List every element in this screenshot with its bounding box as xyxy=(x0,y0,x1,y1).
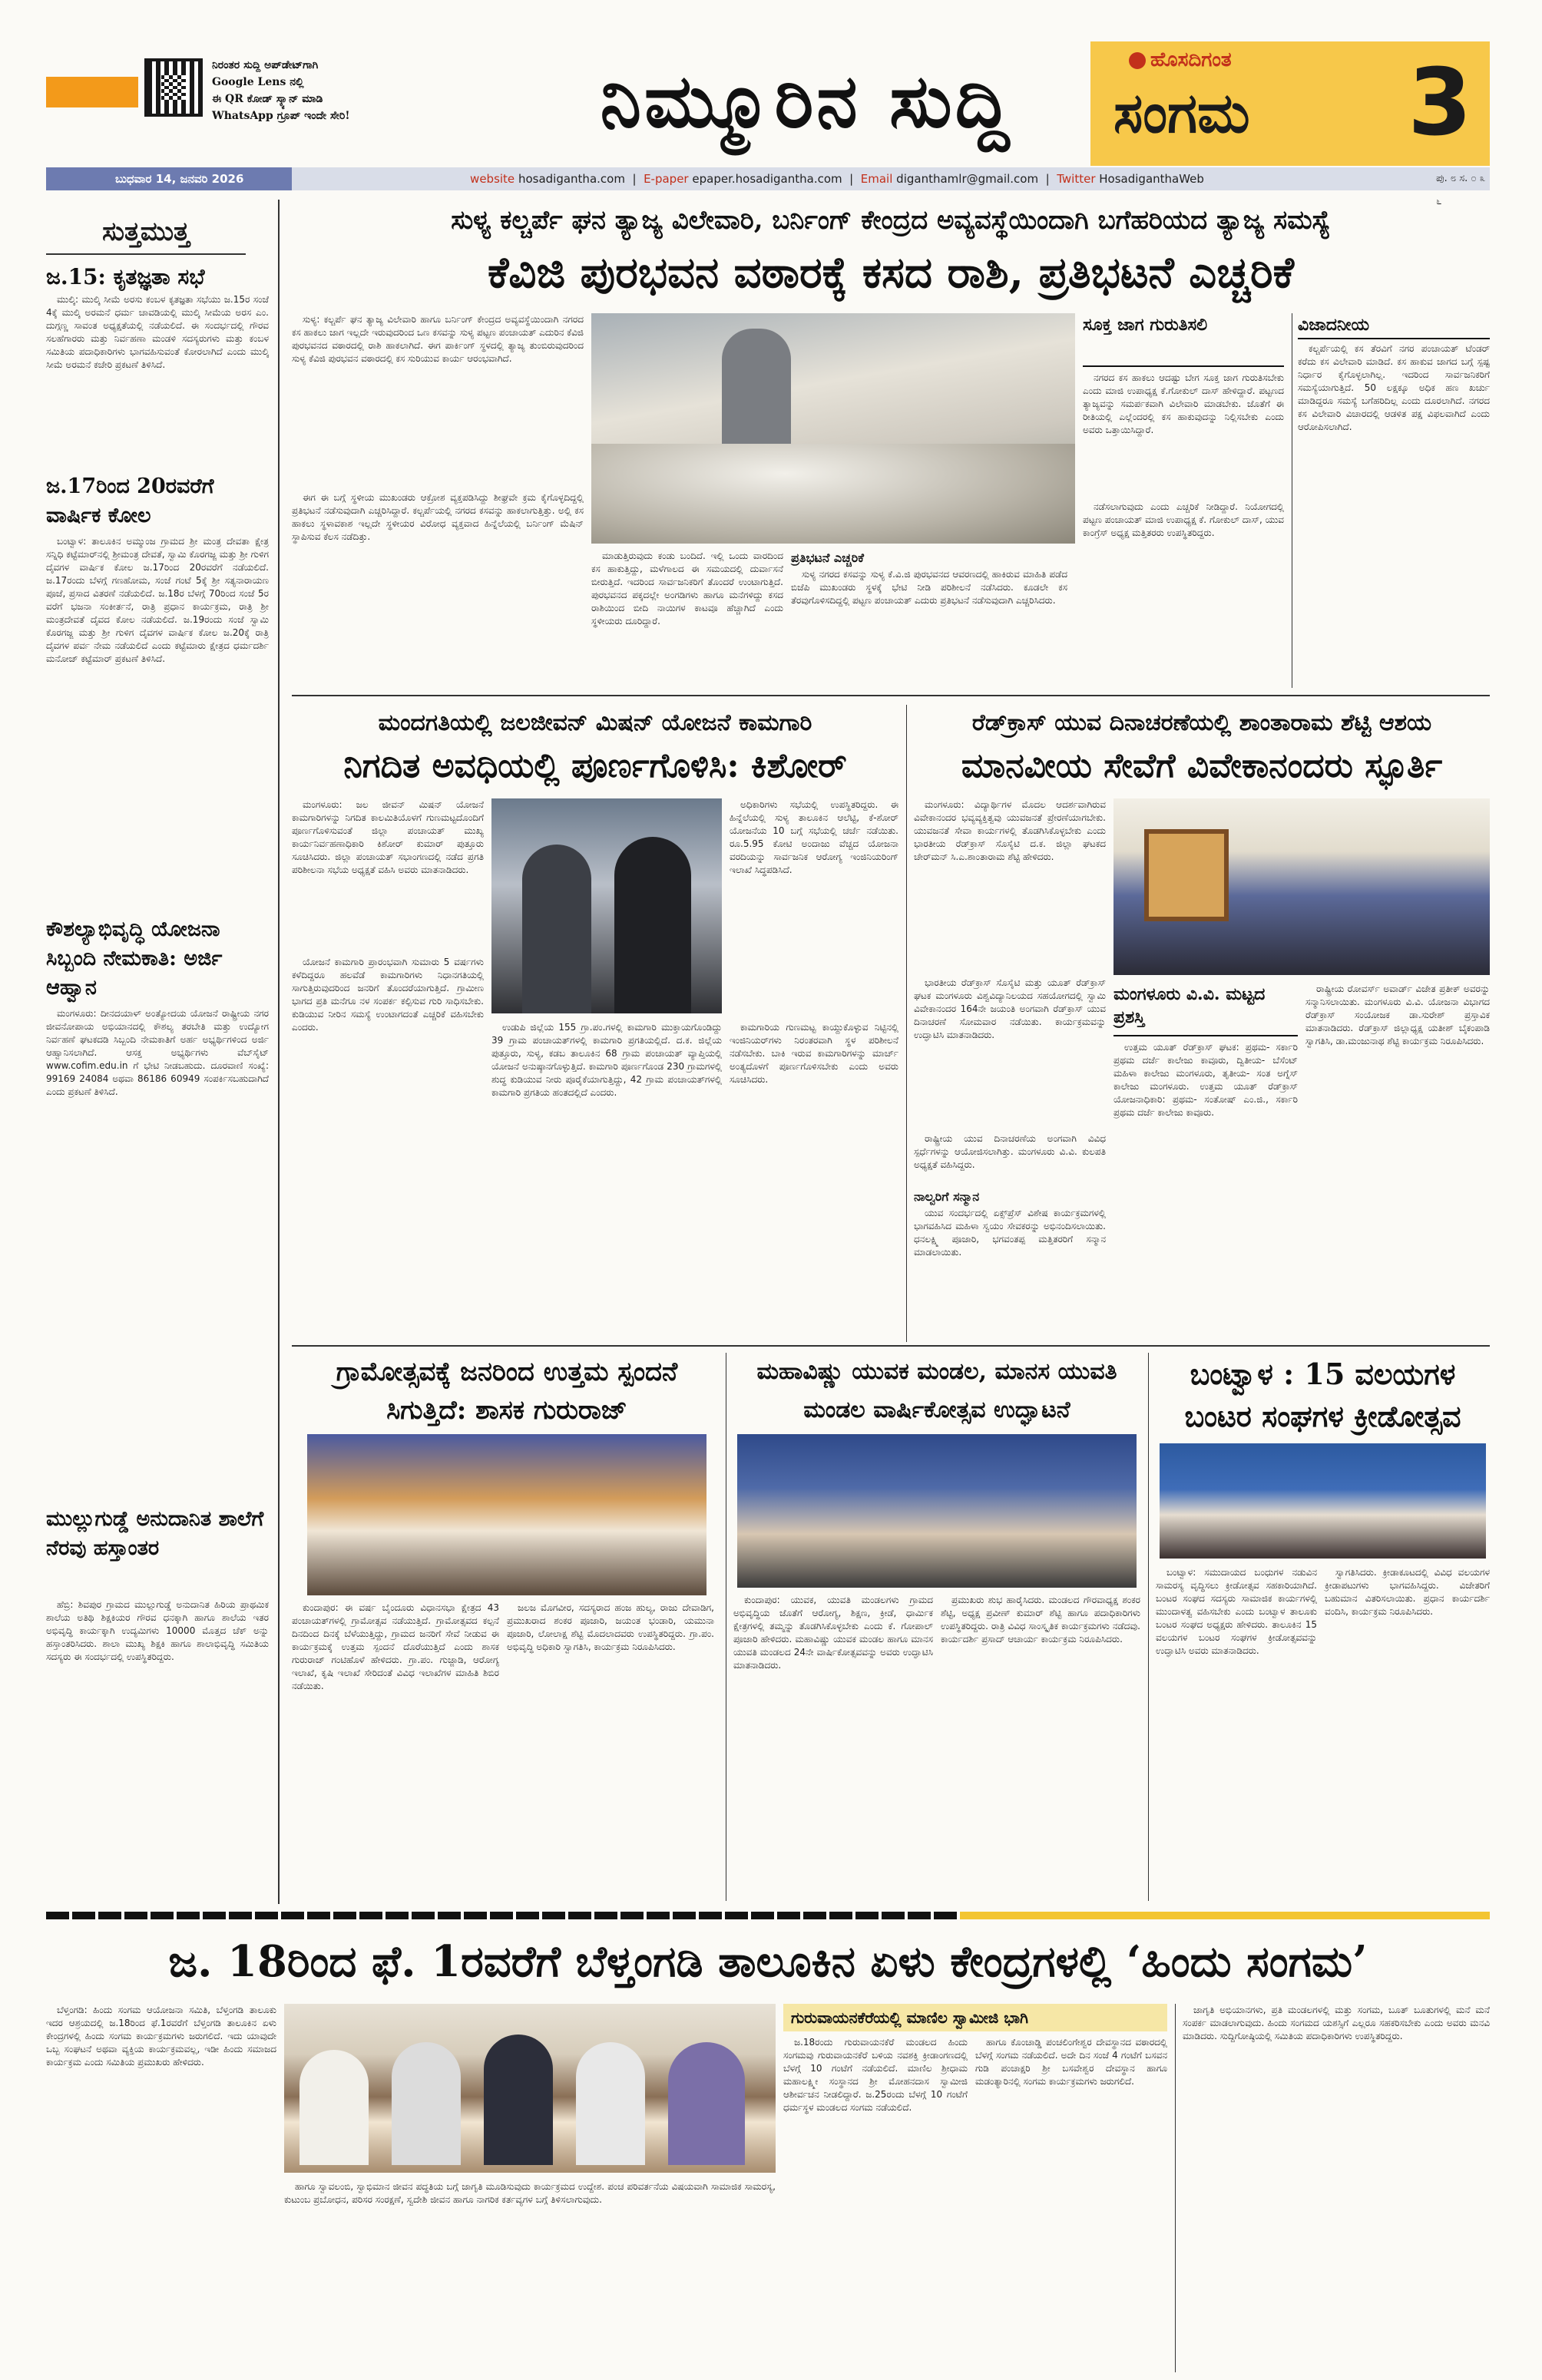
side-box-body xyxy=(1083,372,1284,494)
opinion-body xyxy=(1298,342,1490,688)
opinion-header xyxy=(1298,313,1490,339)
website-link[interactable]: hosadigantha.com xyxy=(518,172,625,186)
brief-2-header xyxy=(46,472,269,534)
brief-4-header xyxy=(46,1505,269,1597)
bantwal-headline: ಬಂಟ್ವಾಳ : 15 ವಲಯಗಳ ಬಂಟರ ಸಂಘಗಳ ಕ್ರೀಡೋತ್ಸವ xyxy=(1184,1357,1461,1433)
jjm-body-2 xyxy=(292,956,484,1340)
jjm-body-4 xyxy=(730,798,898,1013)
bantwal-body-2 xyxy=(1325,1566,1490,1901)
gramotsava-headline: ಗ್ರಾಮೋತ್ಸವಕ್ಕೆ ಜನರಿಂದ ಉತ್ತಮ ಸ್ಪಂದನೆ ಸಿಗುತ್ತಿದೆ: ಶಾಸಕ ಗುರುರಾಜ್ xyxy=(336,1357,678,1426)
brief-2-body xyxy=(46,535,269,911)
qr-code-icon[interactable] xyxy=(144,58,203,117)
redcross-text: ಮಂಗಳೂರು: ವಿದ್ಯಾರ್ಥಿಗಳ ಮೊದಲ ಆದರ್ಶವಾಗಿರುವ ವಿವೇಕಾನಂದರ ಭವ್ಯವ್ಯಕ್ತಿತ್ವವು ಯುವಜನತೆ ಪ್ರೇರಣೆಯಾಗಬೇಕು. ಯುವಜನತೆ ಸೇವಾ ಕಾರ್ಯಗಳಲ್ಲಿ ತೊಡಗಿಸಿಕೊಳ್ಳಬೇಕು ಎಂದು ಭಾರತೀಯ ರೆಡ್‌ಕ್ರಾಸ್ ಸೊಸೈಟಿ ದ.ಕ. ಜಿಲ್ಲಾ ಘಟಕದ ಚೇರ್‌ಮನ್ ಸಿ.ಎ.ಶಾಂತಾರಾಮ ಶೆಟ್ಟಿ ಹೇಳಿದರು. xyxy=(914,799,1106,862)
jjm-text: ಉಡುಪಿ ಜಿಲ್ಲೆಯ 155 ಗ್ರಾ.ಪಂ.ಗಳಲ್ಲಿ ಕಾಮಗಾರಿ ಮುಕ್ತಾಯಗೊಂಡಿದ್ದು 39 ಗ್ರಾಮ ಪಂಚಾಯತ್‌ಗಳಲ್ಲಿ ಕಾಮಗಾರಿ ಪ್ರಗತಿಯಲ್ಲಿದೆ. ದ.ಕ. ಜಿಲ್ಲೆಯ ಪುತ್ತೂರು, ಸುಳ್ಯ, ಕಡಬ ತಾಲೂಕಿನ 68 ಗ್ರಾಮ ಪಂಚಾಯತ್ ವ್ಯಾಪ್ತಿಯಲ್ಲಿ ಯೋಜನೆ ಅನುಷ್ಠಾನಗೊಳ್ಳುತ್ತಿದೆ. ಕಾಮಗಾರಿ ಪೂರ್ಣಗೊಂಡ 230 ಗ್ರಾಮಗಳಲ್ಲಿ ಶುದ್ಧ ಕುಡಿಯುವ ನೀರು ಪೂರೈಕೆಯಾಗುತ್ತಿದ್ದು, 42 ಗ್ರಾಮ ಪಂಚಾಯತ್‌ಗಳಲ್ಲಿ ಕಾಮಗಾರಿ ಪ್ರಗತಿಯ ಹಂತದಲ್ಲಿದೆ ಎಂದರು. xyxy=(491,1022,722,1098)
sangama-box-header xyxy=(783,2004,1167,2031)
gramotsava-photo xyxy=(307,1434,706,1595)
jjm-text: ಯೋಜನೆ ಕಾಮಗಾರಿ ಪ್ರಾರಂಭವಾಗಿ ಸುಮಾರು 5 ವರ್ಷಗಳು ಕಳೆದಿದ್ದರೂ ಹಲವೆಡೆ ಕಾಮಗಾರಿಗಳು ನಿಧಾನಗತಿಯಲ್ಲಿ ಸಾಗುತ್ತಿರುವುದರಿಂದ ಜನರಿಗೆ ತೊಂದರೆಯಾಗುತ್ತಿದೆ. ಗ್ರಾಮೀಣ ಭಾಗದ ಪ್ರತಿ ಮನೆಗೂ ನಳ ಸಂಪರ್ಕ ಕಲ್ಪಿಸುವ ಗುರಿ ಸಾಧಿಸಬೇಕು. ಕುಡಿಯುವ ನೀರಿನ ಸಮಸ್ಯೆ ಉಂಟಾಗದಂತೆ ಎಚ್ಚರಿಕೆ ವಹಿಸಬೇಕು ಎಂದರು. xyxy=(292,957,484,1033)
redcross-text: ಭಾರತೀಯ ರೆಡ್‌ಕ್ರಾಸ್ ಸೊಸೈಟಿ ಮತ್ತು ಯೂತ್ ರೆಡ್‌ಕ್ರಾಸ್ ಘಟಕ ಮಂಗಳೂರು ವಿಶ್ವವಿದ್ಯಾನಿಲಯದ ಸಹಯೋಗದಲ್ಲಿ ಸ್ವಾಮಿ ವಿವೇಕಾನಂದರ 164ನೇ ಜಯಂತಿ ಅಂಗವಾಗಿ ರೆಡ್‌ಕ್ರಾಸ್ ಯುವ ದಿನಾಚರಣೆ ಸೋಮವಾರ ನಡೆಯಿತು. ಕಾರ್ಯಕ್ರಮವನ್ನು ಉದ್ಘಾಟಿಸಿ ಮಾತನಾಡಿದರು. xyxy=(914,977,1106,1040)
edition-date: ಬುಧವಾರ 14, ಜನವರಿ 2026 xyxy=(46,167,292,190)
qr-caption-line: ಈ QR ಕೋಡ್ ಸ್ಕ್ಯಾನ್ ಮಾಡಿ xyxy=(212,93,323,105)
jjm-body-1 xyxy=(292,798,484,952)
qr-caption-line: Google Lens ನಲ್ಲಿ xyxy=(212,76,304,88)
qr-caption xyxy=(212,57,473,141)
column-divider xyxy=(1175,2004,1176,2372)
twitter-label: Twitter xyxy=(1057,172,1096,186)
sangama-box-body xyxy=(783,2036,968,2372)
sangama-body-1b xyxy=(46,2177,276,2372)
gramotsava-body-1 xyxy=(292,1602,499,1901)
lead-text: ಸುಳ್ಯ: ಕಲ್ಚರ್ಪೆ ಘನ ತ್ಯಾಜ್ಯ ವಿಲೇವಾರಿ ಹಾಗೂ ಬರ್ನಿಂಗ್ ಕೇಂದ್ರದ ಅವ್ಯವಸ್ಥೆಯಿಂದಾಗಿ ನಗರದ ಕಸ ಹಾಕಲು ಜಾಗ ಇಲ್ಲದೇ ಇರುವುದರಿಂದ ಒಣ ಕಸವನ್ನು ಸುಳ್ಯ ಪಟ್ಟಣ ಪಂಚಾಯತ್ ಎದುರಿನ ಕೆವಿಜಿ ಪುರಭವನದ ವಠಾರದಲ್ಲಿ ರಾಶಿ ಹಾಕಲಾಗಿದೆ. ಈಗ ಪಾರ್ಕಿಂಗ್ ಸ್ಥಳದಲ್ಲಿ ತ್ಯಾಜ್ಯ ತುಂಬಿರುವುದರಿಂದ ಸುಳ್ಯ ಕೆವಿಜಿ ಪುರಭವನ ವಠಾರದಲ್ಲಿ ಕಸ ಸುರಿಯುವ ಕಾರ್ಯ ಆರಂಭವಾಗಿದೆ. xyxy=(292,314,584,364)
lead-headline: ಕೆವಿಜಿ ಪುರಭವನ ವಠಾರಕ್ಕೆ ಕಸದ ರಾಶಿ, ಪ್ರತಿಭಟನೆ ಎಚ್ಚರಿಕೆ xyxy=(487,247,1295,298)
redcross-body-2 xyxy=(914,977,1106,1130)
sangama-body-4 xyxy=(1183,2004,1490,2372)
brief-3-headline: ಕೌಶಲ್ಯಾಭಿವೃದ್ಧಿ ಯೋಜನಾ ಸಿಬ್ಬಂದಿ ನೇಮಕಾತಿ: ಅರ್ಜಿ ಆಹ್ವಾನ xyxy=(46,917,223,1000)
side-box-text: ನಗರದ ಕಸ ಹಾಕಲು ಆದಷ್ಟು ಬೇಗ ಸೂಕ್ತ ಜಾಗ ಗುರುತಿಸಬೇಕು ಎಂದು ಮಾಜಿ ಉಪಾಧ್ಯಕ್ಷ ಕೆ.ಗೋಕುಲ್ ದಾಸ್ ಹೇಳಿದ್ದಾರೆ. ಪಟ್ಟಣದ ತ್ಯಾಜ್ಯವನ್ನು ಸಮರ್ಪಕವಾಗಿ ವಿಲೇವಾರಿ ಮಾಡಬೇಕು. ಜೊತೆಗೆ ಈ ರೀತಿಯಲ್ಲಿ ಎಲ್ಲೆಂದರಲ್ಲಿ ಕಸ ಹಾಕುವುದನ್ನು ನಿಲ್ಲಿಸಬೇಕು ಎಂದು ಅವರು ಒತ್ತಾಯಿಸಿದ್ದಾರೆ. xyxy=(1083,372,1284,435)
column-divider xyxy=(278,200,280,1904)
brief-2-text: ಬಂಟ್ವಾಳ: ತಾಲೂಕಿನ ಅಮ್ಮುಂಜ ಗ್ರಾಮದ ಶ್ರೀ ಮಂತ್ರ ದೇವತಾ ಕ್ಷೇತ್ರ ಸನ್ನಿಧಿ ಕಟ್ಟೆಮಾರ್‌ನಲ್ಲಿ ಶ್ರೀಮಂತ್ರ ದೇವತೆ, ಸ್ವಾಮಿ ಕೊರಗಜ್ಜ ಮತ್ತು ಶ್ರೀ ಗುಳಿಗ ದೈವಗಳ ವಾರ್ಷಿಕ ಕೋಲ ಜ.17ರಿಂದ 20ರವರೆಗೆ ನಡೆಯಲಿದೆ. ಜ.17ರಂದು ಬೆಳಗ್ಗೆ ಗಣಹೋಮ, ಸಂಜೆ ಗಂಟೆ 5ಕ್ಕೆ ಶ್ರೀ ಸತ್ಯನಾರಾಯಣ ಪೂಜೆ, ಪ್ರಸಾದ ವಿತರಣೆ ನಡೆಯಲಿದೆ. ಜ.18ರ ಬೆಳಗ್ಗೆ 70ರಿಂದ ಸಂಜೆ 5ರ ವರೆಗೆ ಭಜನಾ ಸಂಕೀರ್ತನೆ, ರಾತ್ರಿ ಪ್ರಧಾನ ಕಾರ್ಯಕ್ರಮ, ರಾತ್ರಿ ಶ್ರೀ ಮಂತ್ರದೇವತೆ ದೈವದ ಕೋಲ ನಡೆಯಲಿದೆ. ಜ.19ರಂದು ಸಂಜೆ ಸ್ವಾಮಿ ಕೊರಗಜ್ಜ ಮತ್ತು ಶ್ರೀ ಗುಳಿಗ ದೈವಗಳ ವಾರ್ಷಿಕ ಕೋಲ ಜ.20ಕ್ಕೆ ರಾತ್ರಿ ದೈವಗಳ ಪರ್ವ ನೇಮ ನಡೆಯಲಿದೆ ಎಂದು ಕಟ್ಟೆಮಾರು ಕ್ಷೇತ್ರದ ಧರ್ಮದರ್ಶಿ ಮನೋಜ್ ಕಟ್ಟೆಮಾರ್ ಪ್ರಕಟಣೆ ತಿಳಿಸಿದೆ. xyxy=(46,536,269,664)
section-divider-accent xyxy=(960,1912,1490,1919)
sangama-headline: ಜ. 18ರಿಂದ ಫೆ. 1ರವರೆಗೆ ಬೆಳ್ತಂಗಡಿ ತಾಲೂಕಿನ ಏಳು ಕೇಂದ್ರಗಳಲ್ಲಿ ‘ಹಿಂದು ಸಂಗಮ’ xyxy=(168,1936,1368,1987)
brief-3-body xyxy=(46,1007,269,1499)
mahavishnu-headline: ಮಹಾವಿಷ್ಣು ಯುವಕ ಮಂಡಲ, ಮಾನಸ ಯುವತಿ ಮಂಡಲ ವಾರ್ಷಿಕೋತ್ಸವ ಉದ್ಘಾಟನೆ xyxy=(756,1358,1117,1423)
person-figure xyxy=(299,2050,369,2165)
person-figure xyxy=(522,845,591,1013)
sun-icon xyxy=(1129,52,1146,69)
price-info: ಪು. ೮ ಸ. ೦ ೩ ೬ xyxy=(1436,173,1486,207)
page-title: ನಿಮ್ಮೂರಿನ ಸುದ್ದಿ xyxy=(600,58,1013,144)
opinion-title: ವಿಜಾದನೀಯ xyxy=(1298,315,1370,335)
mahavishnu-body-1 xyxy=(733,1594,933,1901)
opinion-text: ಕಲ್ಚರ್ಪೆಯಲ್ಲಿ ಕಸ ತೆರವಿಗೆ ನಗರ ಪಂಚಾಯತ್ ಟೆಂಡರ್ ಕರೆದು ಕಸ ವಿಲೇವಾರಿ ಮಾಡಿದೆ. ಕಸ ಹಾಕುವ ಜಾಗದ ಬಗ್ಗೆ ಸ್ಪಷ್ಟ ನಿರ್ಧಾರ ಕೈಗೊಳ್ಳಲಾಗಿಲ್ಲ. ಇದರಿಂದ ಸಾರ್ವಜನಿಕರಿಗೆ ಸಮಸ್ಯೆಯಾಗುತ್ತಿದೆ. 50 ಲಕ್ಷಕ್ಕೂ ಅಧಿಕ ಹಣ ಖರ್ಚು ಮಾಡಿದ್ದರೂ ಸಮಸ್ಯೆ ಬಗೆಹರಿದಿಲ್ಲ ಎಂದು ದೂರಲಾಗಿದೆ. ನಗರದ ಕಸ ವಿಲೇವಾರಿ ವಿಚಾರದಲ್ಲಿ ಆಡಳಿತ ಪಕ್ಷ ವಿಫಲವಾಗಿದೆ ಎಂದು ಆರೋಪಿಸಲಾಗಿದೆ. xyxy=(1298,343,1490,432)
bantwal-body-1 xyxy=(1156,1566,1317,1901)
jjm-text: ಅಧಿಕಾರಿಗಳು ಸಭೆಯಲ್ಲಿ ಉಪಸ್ಥಿತರಿದ್ದರು. ಈ ಹಿನ್ನೆಲೆಯಲ್ಲಿ ಸುಳ್ಯ ತಾಲೂಕಿನ ಆಲೆಟ್ಟಿ, ಕೆ-ಶೋರ್ ಯೋಜನೆಯ 10 ಬಗ್ಗೆ ಸಭೆಯಲ್ಲಿ ಚರ್ಚೆ ನಡೆಯಿತು. ರೂ.5.95 ಕೋಟಿ ಅಂದಾಜು ವೆಚ್ಚದ ಯೋಜನಾ ವರದಿಯನ್ನು ಸಾರ್ವಜನಿಕ ಆರೋಗ್ಯ ಇಂಜಿನಿಯರಿಂಗ್ ಇಲಾಖೆ ಸಿದ್ಧಪಡಿಸಿದೆ. xyxy=(730,799,898,875)
award-kicker: ನಾಲ್ವರಿಗೆ ಸನ್ಮಾನ xyxy=(914,1189,980,1204)
protest-kicker-box xyxy=(791,550,1067,568)
contact-links: website hosadigantha.com | E-paper epaper.hosadigantha.com | Email diganthamlr@gmail.com | Twitter HosadiganthaWeb xyxy=(470,172,1204,186)
brief-3-header xyxy=(46,915,269,1006)
garbage-photo xyxy=(591,313,1075,544)
gramotsava-body-2 xyxy=(507,1602,714,1901)
lead-body-4 xyxy=(791,568,1067,688)
email-label: Email xyxy=(860,172,893,186)
jjm-kicker: ಮಂದಗತಿಯಲ್ಲಿ ಜಲಜೀವನ್ ಮಿಷನ್ ಯೋಜನೆ ಕಾಮಗಾರಿ xyxy=(378,709,812,736)
brand-small-logo xyxy=(1129,46,1329,74)
info-strip xyxy=(46,167,1490,207)
mahavishnu-body-2 xyxy=(941,1594,1140,1901)
jjm-body-5 xyxy=(730,1021,898,1340)
bantwal-text: ಬಂಟ್ವಾಳ: ಸಮುದಾಯದ ಬಂಧುಗಳ ನಡುವಿನ ಸಾಮರಸ್ಯ ವೃದ್ಧಿಸಲು ಕ್ರೀಡೋತ್ಸವ ಸಹಕಾರಿಯಾಗಿದೆ. ಬಂಟರ ಸಂಘದ ಸದಸ್ಯರು ಸಾಮಾಜಿಕ ಕಾರ್ಯಗಳಲ್ಲಿ ಮುಂದಾಳತ್ವ ವಹಿಸಬೇಕು ಎಂದು ಬಂಟ್ವಾಳ ತಾಲೂಕು ಬಂಟರ ಸಂಘದ ಅಧ್ಯಕ್ಷರು ಹೇಳಿದರು. ತಾಲೂಕಿನ 15 ವಲಯಗಳ ಬಂಟರ ಸಂಘಗಳ ಕ್ರೀಡೋತ್ಸವವನ್ನು ಉದ್ಘಾಟಿಸಿ ಅವರು ಮಾತನಾಡಿದರು. xyxy=(1156,1567,1317,1656)
redcross-body-4 xyxy=(914,1207,1106,1341)
side-box-header xyxy=(1083,313,1284,367)
gramotsava-text: ಕುಂದಾಪುರ: ಈ ವರ್ಷ ಬೈಂದೂರು ವಿಧಾನಸಭಾ ಕ್ಷೇತ್ರದ 43 ಪಂಚಾಯತ್‌ಗಳಲ್ಲಿ ಗ್ರಾಮೋತ್ಸವ ನಡೆಯುತ್ತಿದೆ. ಗ್ರಾಮೋತ್ಸವದ ಕಲ್ಪನೆ ದಿನದಿಂದ ದಿನಕ್ಕೆ ಬೆಳೆಯುತ್ತಿದ್ದು, ಗ್ರಾಮದ ಜನರಿಗೆ ಸೇವೆ ನೀಡುವ ಈ ಕಾರ್ಯಕ್ರಮಕ್ಕೆ ಉತ್ತಮ ಸ್ಪಂದನೆ ದೊರೆಯುತ್ತಿದೆ ಎಂದು ಶಾಸಕ ಗುರುರಾಜ್ ಗಂಟಿಹೊಳೆ ಹೇಳಿದರು. ಗ್ರಾ.ಪಂ. ಗುಜ್ಜಾಡಿ, ಆರೋಗ್ಯ ಇಲಾಖೆ, ಕೃಷಿ ಇಲಾಖೆ ಸೇರಿದಂತೆ ವಿವಿಧ ಇಲಾಖೆಗಳ ಮಾಹಿತಿ ಶಿಬಿರ ನಡೆಯಿತು. xyxy=(292,1602,499,1691)
gramotsava-text: ಜಲಜ ಮೊಗವೀರ, ಸದಸ್ಯರಾದ ಹಂಜ ಹುಲ್ಯ, ರಾಜು ದೇವಾಡಿಗ, ಪ್ರಮುಖರಾದ ಶಂಕರ ಪೂಜಾರಿ, ಜಯಂತ ಭಂಡಾರಿ, ಯಮುನಾ ಪೂಜಾರಿ, ಲೋಲಾಕ್ಷ ಶೆಟ್ಟಿ ಮೊದಲಾದವರು ಉಪಸ್ಥಿತರಿದ್ದರು. ಗ್ರಾ.ಪಂ. ಅಭಿವೃದ್ಧಿ ಅಧಿಕಾರಿ ಸ್ವಾಗತಿಸಿ, ಕಾರ್ಯಕ್ರಮ ನಿರೂಪಿಸಿದರು. xyxy=(507,1602,714,1652)
redcross-text: ರಾಷ್ಟ್ರೀಯ ರೋವರ್ಸ್ ಅವಾರ್ಡ್ ವಿಜೇತ ಪ್ರತೀಕ್ ಅವರನ್ನು ಸನ್ಮಾನಿಸಲಾಯಿತು. ಮಂಗಳೂರು ವಿ.ವಿ. ಯೋಜನಾ ವಿಭಾಗದ ರೆಡ್‌ಕ್ರಾಸ್ ಸಂಯೋಜಕ ಡಾ.ಸುರೇಶ್ ಪ್ರಸ್ತಾವಿಕ ಮಾತನಾಡಿದರು. ರೆಡ್‌ಕ್ರಾಸ್ ಜಿಲ್ಲಾಧ್ಯಕ್ಷ ಯತೀಶ್ ಬೈಕಂಪಾಡಿ ಸ್ವಾಗತಿಸಿ, ಡಾ.ಮಂಜುನಾಥ ಶೆಟ್ಟಿ ಕಾರ್ಯಕ್ರಮ ನಿರೂಪಿಸಿದರು. xyxy=(1305,983,1490,1046)
sangama-text: ಬೆಳ್ತಂಗಡಿ: ಹಿಂದು ಸಂಗಮ ಆಯೋಜನಾ ಸಮಿತಿ, ಬೆಳ್ತಂಗಡಿ ತಾಲೂಕು ಇದರ ಆಶ್ರಯದಲ್ಲಿ ಜ.18ರಿಂದ ಫೆ.1ರವರೆಗೆ ಬೆಳ್ತಂಗಡಿ ತಾಲೂಕಿನ ಏಳು ಕೇಂದ್ರಗಳಲ್ಲಿ ಹಿಂದು ಸಂಗಮ ಕಾರ್ಯಕ್ರಮಗಳು ಜರುಗಲಿದೆ. ಇದು ಯಾವುದೇ ಒಬ್ಬ ಸಂಘಟನೆ ಅಥವಾ ವ್ಯಕ್ತಿಯ ಕಾರ್ಯಕ್ರಮವಲ್ಲ, ಇಡೀ ಹಿಂದು ಸಮಾಜದ ಕಾರ್ಯಕ್ರಮ ಎಂದು ಸಮಿತಿಯ ಪ್ರಮುಖರು ಹೇಳಿದರು. xyxy=(46,2005,276,2068)
bantwal-text: ಸ್ವಾಗತಿಸಿದರು. ಕ್ರೀಡಾಕೂಟದಲ್ಲಿ ವಿವಿಧ ವಲಯಗಳ ಕ್ರೀಡಾಪಟುಗಳು ಭಾಗವಹಿಸಿದ್ದರು. ವಿಜೇತರಿಗೆ ಬಹುಮಾನ ವಿತರಿಸಲಾಯಿತು. ಪ್ರಧಾನ ಕಾರ್ಯದರ್ಶಿ ವಂದಿಸಿ, ಕಾರ್ಯಕ್ರಮ ನಿರೂಪಿಸಿದರು. xyxy=(1325,1567,1490,1617)
qr-caption-line: ನಿರಂತರ ಸುದ್ದಿ ಅಪ್‌ಡೇಟ್‌ಗಾಗಿ xyxy=(212,59,319,71)
award-box-text: ಉತ್ತಮ ಯೂತ್ ರೆಡ್‌ಕ್ರಾಸ್ ಘಟಕ: ಪ್ರಥಮ- ಸರ್ಕಾರಿ ಪ್ರಥಮ ದರ್ಜೆ ಕಾಲೇಜು ಕಾವೂರು, ದ್ವಿತೀಯ- ಬೆಸೆಂಟ್ ಮಹಿಳಾ ಕಾಲೇಜು ಮಂಗಳೂರು, ತೃತೀಯ- ಸಂತ ಅಗ್ನೆಸ್ ಕಾಲೇಜು ಮಂಗಳೂರು. ಉತ್ತಮ ಯೂತ್ ರೆಡ್‌ಕ್ರಾಸ್ ಯೋಜನಾಧಿಕಾರಿ: ಪ್ರಥಮ- ಸಂತೋಷ್ ಎಂ.ಜಿ., ಸರ್ಕಾರಿ ಪ್ರಥಮ ದರ್ಜೆ ಕಾಲೇಜು ಕಾವೂರು. xyxy=(1113,1042,1298,1118)
redcross-text: ಯುವ ಸಂದರ್ಭದಲ್ಲಿ ಏಕ್ಸ್‌ಪ್ರೆಸ್ ವಿಶೇಷ ಕಾರ್ಯಕ್ರಮಗಳಲ್ಲಿ ಭಾಗವಹಿಸಿದ ಮಹಿಳಾ ಸ್ವಯಂ ಸೇವಕರನ್ನು ಅಭಿನಂದಿಸಲಾಯಿತು. ಧನಲಕ್ಷ್ಮಿ ಪೂಜಾರಿ, ಭಗವಂತಪ್ಪ ಮತ್ತಿತರರಿಗೆ ಸನ್ಮಾನ ಮಾಡಲಾಯಿತು. xyxy=(914,1208,1106,1258)
twitter-link[interactable]: HosadiganthaWeb xyxy=(1099,172,1204,186)
qr-caption-line: WhatsApp ಗ್ರೂಪ್ ಇಂದೇ ಸೇರಿ! xyxy=(212,110,350,122)
sangama-box-title: ಗುರುವಾಯನಕೆರೆಯಲ್ಲಿ ಮಾಣಿಲ ಸ್ವಾಮೀಜಿ ಭಾಗಿ xyxy=(791,2008,1028,2027)
section-label: ಸುತ್ತಮುತ್ತ xyxy=(46,209,246,255)
sangama-text: ಜಾಗೃತಿ ಅಭಿಯಾನಗಳು, ಪ್ರತಿ ಮಂಡಲಗಳಲ್ಲಿ ಮತ್ತು ಸಂಗಮ, ಬೂತ್ ಬೂತುಗಳಲ್ಲಿ ಮನೆ ಮನೆ ಸಂಪರ್ಕ ಮಾಡಲಾಗುವುದು. ಹಿಂದು ಸಂಗಮದ ಯಶಸ್ಸಿಗೆ ಎಲ್ಲರೂ ಸಹಕರಿಸಬೇಕು ಎಂದು ಅವರು ಮನವಿ ಮಾಡಿದರು. ಸುದ್ದಿಗೋಷ್ಠಿಯಲ್ಲಿ ಸಮಿತಿಯ ಪದಾಧಿಕಾರಿಗಳು ಉಪಸ್ಥಿತರಿದ್ದರು. xyxy=(1183,2005,1490,2041)
award-box-header xyxy=(1113,983,1298,1036)
brief-4-text: ಹೆಬ್ರಿ: ಶಿವಪುರ ಗ್ರಾಮದ ಮುಲ್ಲುಗುಡ್ಡೆ ಅನುದಾನಿತ ಹಿರಿಯ ಪ್ರಾಥಮಿಕ ಶಾಲೆಯ ಅತಿಥಿ ಶಿಕ್ಷಕಿಯರ ಗೌರವ ಧನಕ್ಕಾಗಿ ಹಾಗೂ ಶಾಲೆಯ ಇತರ ಅಭಿವೃದ್ಧಿ ಕಾರ್ಯಕ್ಕಾಗಿ ಉದ್ಯಮಿಗಳು 10000 ಮೊತ್ತದ ಚೆಕ್ ಅನ್ನು ಹಸ್ತಾಂತರಿಸಿದರು. ಶಾಲಾ ಮುಖ್ಯ ಶಿಕ್ಷಕಿ ಹಾಗೂ ಶಾಲಾಭಿವೃದ್ಧಿ ಸಮಿತಿಯ ಸದಸ್ಯರು ಈ ಸಂದರ್ಭದಲ್ಲಿ ಉಪಸ್ಥಿತರಿದ್ದರು. xyxy=(46,1599,269,1662)
jjm-headline: ನಿಗದಿತ ಅವಧಿಯಲ್ಲಿ ಪೂರ್ಣಗೊಳಿಸಿ: ಕಿಶೋರ್ xyxy=(343,746,847,785)
brief-1-text: ಮುಲ್ಕಿ: ಮುಲ್ಕಿ ಸೀಮೆ ಅರಸು ಕಂಬಳ ಕೃತಜ್ಞತಾ ಸಭೆಯು ಜ.15ರ ಸಂಜೆ 4ಕ್ಕೆ ಮುಲ್ಕಿ ಅರಮನೆ ಧರ್ಮ ಚಾವಡಿಯಲ್ಲಿ ಮುಲ್ಕಿ ಸೀಮೆಯ ಅರಸ ಎಂ. ದುಗ್ಗಣ್ಣ ಸಾವಂತ ಅಧ್ಯಕ್ಷತೆಯಲ್ಲಿ ನಡೆಯಲಿದೆ. ಈ ಸಂದರ್ಭದಲ್ಲಿ ಗೌರವ ಸಲಹೆಗಾರರು ಮತ್ತು ನಿರ್ವಹಣಾ ಮಂಡಳಿ ಸದಸ್ಯರುಗಳು ಮತ್ತು ಕಂಬಳ ಸಮಿತಿಯ ಪದಾಧಿಕಾರಿಗಳು ಭಾಗವಹಿಸುವಂತೆ ಕೋರಲಾಗಿದೆ ಎಂದು ಮುಲ್ಕಿ ಸೀಮೆ ಅರಮನೆ ಕಚೇರಿ ಪ್ರಕಟಣೆ ತಿಳಿಸಿದೆ. xyxy=(46,294,269,370)
sangama-body-3 xyxy=(975,2036,1167,2372)
person-figure xyxy=(614,837,691,1013)
jjm-text: ಕಾಮಗಾರಿಯ ಗುಣಮಟ್ಟ ಕಾಯ್ದುಕೊಳ್ಳುವ ನಿಟ್ಟಿನಲ್ಲಿ ಇಂಜಿನಿಯರ್‌ಗಳು ನಿರಂತರವಾಗಿ ಸ್ಥಳ ಪರಿಶೀಲನೆ ನಡೆಸಬೇಕು. ಬಾಕಿ ಇರುವ ಕಾಮಗಾರಿಗಳನ್ನು ಮಾರ್ಚ್ ಅಂತ್ಯದೊಳಗೆ ಪೂರ್ಣಗೊಳಿಸಬೇಕು ಎಂದು ಅವರು ಸೂಚಿಸಿದರು. xyxy=(730,1022,898,1085)
redcross-body-5 xyxy=(1305,983,1490,1340)
award-box-body xyxy=(1113,1041,1298,1340)
redcross-text: ರಾಷ್ಟ್ರೀಯ ಯುವ ದಿನಾಚರಣೆಯ ಅಂಗವಾಗಿ ವಿವಿಧ ಸ್ಪರ್ಧೆಗಳನ್ನು ಆಯೋಜಿಸಲಾಗಿತ್ತು. ಮಂಗಳೂರು ವಿ.ವಿ. ಕುಲಪತಿ ಅಧ್ಯಕ್ಷತೆ ವಹಿಸಿದ್ದರು. xyxy=(914,1133,1106,1170)
lead-body-3 xyxy=(591,550,783,688)
bantwal-photo xyxy=(1160,1443,1486,1559)
lead-text: ಸುಳ್ಯ ನಗರದ ಕಸವನ್ನು ಸುಳ್ಯ ಕೆ.ವಿ.ಜಿ ಪುರಭವನದ ಆವರಣದಲ್ಲಿ ಹಾಕಿರುವ ಮಾಹಿತಿ ಪಡೆದ ಬಿಜೆಪಿ ಮುಖಂಡರು ಸ್ಥಳಕ್ಕೆ ಭೇಟಿ ನೀಡಿ ಪರಿಶೀಲನೆ ನಡೆಸಿದರು. ಕೂಡಲೇ ಕಸ ತೆರವುಗೊಳಿಸದಿದ್ದಲ್ಲಿ ಪಟ್ಟಣ ಪಂಚಾಯತ್ ಎದುರು ಪ್ರತಿಭಟನೆ ನಡೆಸುವುದಾಗಿ ಎಚ್ಚರಿಸಿದರು. xyxy=(791,569,1067,606)
column-divider xyxy=(906,705,907,1342)
garbage-pile xyxy=(591,444,1075,544)
row-divider xyxy=(292,695,1490,696)
lead-body-2 xyxy=(292,491,584,683)
brand-small-text: ಹೊಸದಿಗಂತ xyxy=(1150,48,1232,71)
sangama-body-1 xyxy=(46,2004,276,2169)
row-divider xyxy=(292,1345,1490,1347)
brief-1-headline: ಜ.15: ಕೃತಜ್ಞತಾ ಸಭೆ xyxy=(46,264,205,289)
lead-text: ಮಾಡುತ್ತಿರುವುದು ಕಂಡು ಬಂದಿದೆ. ಇಲ್ಲಿ ಒಂದು ವಾರದಿಂದ ಕಸ ಹಾಕುತ್ತಿದ್ದು, ಮಳೆಗಾಲದ ಈ ಸಮಯದಲ್ಲಿ ದುರ್ವಾಸನೆ ಬೀರುತ್ತಿದೆ. ಇದರಿಂದ ಸಾರ್ವಜನಿಕರಿಗೆ ತೊಂದರೆ ಉಂಟಾಗುತ್ತಿದೆ. ಪುರಭವನದ ಪಕ್ಕದಲ್ಲೇ ಅಂಗಡಿಗಳು ಹಾಗೂ ಮನೆಗಳಿದ್ದು ಕಸದ ರಾಶಿಯಿಂದ ಬೀದಿ ನಾಯಿಗಳ ಕಾಟವೂ ಹೆಚ್ಚಾಗಿದೆ ಎಂದು ಸ್ಥಳೀಯರು ದೂರಿದ್ದಾರೆ. xyxy=(591,550,783,626)
mahavishnu-text: ಪ್ರಮುಖರು ಶುಭ ಹಾರೈಸಿದರು. ಮಂಡಲದ ಗೌರವಾಧ್ಯಕ್ಷ ಶಂಕರ ಶೆಟ್ಟಿ, ಅಧ್ಯಕ್ಷ ಪ್ರವೀಣ್ ಕುಮಾರ್ ಶೆಟ್ಟಿ ಹಾಗೂ ಪದಾಧಿಕಾರಿಗಳು ಉಪಸ್ಥಿತರಿದ್ದರು. ರಾತ್ರಿ ವಿವಿಧ ಸಾಂಸ್ಕೃತಿಕ ಕಾರ್ಯಕ್ರಮಗಳು ನಡೆದವು. ಕಾರ್ಯದರ್ಶಿ ಪ್ರಸಾದ್ ಆಚಾರ್ಯ ಕಾರ್ಯಕ್ರಮ ನಿರೂಪಿಸಿದರು. xyxy=(941,1595,1140,1645)
press-meet-photo xyxy=(284,2004,776,2173)
brief-4-headline: ಮುಲ್ಲುಗುಡ್ಡೆ ಅನುದಾನಿತ ಶಾಲೆಗೆ ನೆರವು ಹಸ್ತಾಂತರ xyxy=(46,1507,264,1560)
jjm-body-3 xyxy=(491,1021,722,1340)
lead-kicker: ಸುಳ್ಯ ಕಲ್ಚರ್ಪೆ ಘನ ತ್ಯಾಜ್ಯ ವಿಲೇವಾರಿ, ಬರ್ನಿಂಗ್ ಕೇಂದ್ರದ ಅವ್ಯವಸ್ಥೆಯಿಂದಾಗಿ ಬಗೆಹರಿಯದ ತ್ಯಾಜ್ಯ ಸಮಸ್ಯೆ xyxy=(451,205,1331,236)
brief-4-body xyxy=(46,1598,269,1898)
redcross-body-3 xyxy=(914,1132,1106,1186)
person-figure xyxy=(576,2042,645,2165)
brief-2-headline: ಜ.17ರಿಂದ 20ರವರೆಗೆ ವಾರ್ಷಿಕ ಕೋಲ xyxy=(46,474,214,527)
redcross-kicker: ರೆಡ್‌ಕ್ರಾಸ್ ಯುವ ದಿನಾಚರಣೆಯಲ್ಲಿ ಶಾಂತಾರಾಮ ಶೆಟ್ಟಿ ಆಶಯ xyxy=(971,709,1432,736)
lead-body-1 xyxy=(292,313,584,490)
lead-text: ಈಗ ಈ ಬಗ್ಗೆ ಸ್ಥಳೀಯ ಮುಖಂಡರು ಆಕ್ರೋಶ ವ್ಯಕ್ತಪಡಿಸಿದ್ದು ಶೀಘ್ರವೇ ಕ್ರಮ ಕೈಗೊಳ್ಳದಿದ್ದಲ್ಲಿ ಪ್ರತಿಭಟನೆ ನಡೆಸುವುದಾಗಿ ಎಚ್ಚರಿಸಿದ್ದಾರೆ. ಕಲ್ಚರ್ಪೆಯಲ್ಲಿ ನಗರದ ಕಸವನ್ನು ಹಾಕಲಾಗುತ್ತಿತ್ತು. ಅಲ್ಲಿ ಕಸ ಹಾಕಲು ಸ್ಥಳಾವಕಾಶ ಇಲ್ಲದೇ ಸ್ಥಳೀಯರ ವಿರೋಧ ವ್ಯಕ್ತವಾದ ಹಿನ್ನೆಲೆಯಲ್ಲಿ ಬರ್ನಿಂಗ್ ಮೆಷಿನ್ ಸ್ಥಾಪಿಸುವ ಕೆಲಸ ನಡೆದಿತ್ತು. xyxy=(292,492,584,542)
mahavishnu-text: ಕುಂದಾಪುರ: ಯುವಕ, ಯುವತಿ ಮಂಡಲಗಳು ಗ್ರಾಮದ ಅಭಿವೃದ್ಧಿಯ ಜೊತೆಗೆ ಆರೋಗ್ಯ, ಶಿಕ್ಷಣ, ಕ್ರೀಡೆ, ಧಾರ್ಮಿಕ ಕ್ಷೇತ್ರಗಳಲ್ಲಿ ತಮ್ಮನ್ನು ತೊಡಗಿಸಿಕೊಳ್ಳಬೇಕು ಎಂದು ಕೆ. ಗೋಪಾಲ್ ಪೂಜಾರಿ ಹೇಳಿದರು. ಮಹಾವಿಷ್ಣು ಯುವಕ ಮಂಡಲ ಹಾಗೂ ಮಾನಸ ಯುವತಿ ಮಂಡಲದ 24ನೇ ವಾರ್ಷಿಕೋತ್ಸವವನ್ನು ಅವರು ಉದ್ಘಾಟಿಸಿ ಮಾತನಾಡಿದರು. xyxy=(733,1595,933,1671)
masthead-orange-bar xyxy=(46,77,138,107)
epaper-label: E-paper xyxy=(644,172,689,186)
mahavishnu-photo xyxy=(737,1434,1137,1588)
event-photo xyxy=(1113,798,1490,975)
protest-kicker: ಪ್ರತಿಭಟನೆ ಎಚ್ಚರಿಕೆ xyxy=(791,550,864,565)
epaper-link[interactable]: epaper.hosadigantha.com xyxy=(692,172,842,186)
brand-name: ಸಂಗಮ xyxy=(1113,80,1250,145)
jjm-text: ಮಂಗಳೂರು: ಜಲ ಜೀವನ್ ಮಿಷನ್ ಯೋಜನೆ ಕಾಮಗಾರಿಗಳನ್ನು ನಿಗದಿತ ಕಾಲಮಿತಿಯೊಳಗೆ ಗುಣಮಟ್ಟದೊಂದಿಗೆ ಪೂರ್ಣಗೊಳಿಸುವಂತೆ ಜಿಲ್ಲಾ ಪಂಚಾಯತ್ ಮುಖ್ಯ ಕಾರ್ಯನಿರ್ವಹಣಾಧಿಕಾರಿ ಕಿಶೋರ್ ಕುಮಾರ್ ಪುತ್ತೂರು ಸೂಚಿಸಿದರು. ಜಿಲ್ಲಾ ಪಂಚಾಯತ್ ಸಭಾಂಗಣದಲ್ಲಿ ನಡೆದ ಪ್ರಗತಿ ಪರಿಶೀಲನಾ ಸಭೆಯ ಅಧ್ಯಕ್ಷತೆ ವಹಿಸಿ ಅವರು ಮಾತನಾಡಿದರು. xyxy=(292,799,484,875)
person-figure xyxy=(668,2042,745,2165)
side-box-title: ಸೂಕ್ತ ಜಾಗ ಗುರುತಿಸಲಿ xyxy=(1083,315,1208,335)
lead-body-5 xyxy=(1083,501,1284,688)
person-figure xyxy=(484,2035,553,2165)
sangama-box-text: ಜ.18ರಂದು ಗುರುವಾಯನಕೆರೆ ಮಂಡಲದ ಹಿಂದು ಸಂಗಮವು ಗುರುವಾಯನಕೆರೆ ಬಳಿಯ ನವಶಕ್ತಿ ಕ್ರೀಡಾಂಗಣದಲ್ಲಿ ಬೆಳಗ್ಗೆ 10 ಗಂಟೆಗೆ ನಡೆಯಲಿದೆ. ಮಾಣಿಲ ಶ್ರೀಧಾಮ ಮಹಾಲಕ್ಷ್ಮೀ ಸಂಸ್ಥಾನದ ಶ್ರೀ ಮೋಹನದಾಸ ಸ್ವಾಮೀಜಿ ಆಶೀರ್ವಚನ ನೀಡಲಿದ್ದಾರೆ. ಜ.25ರಂದು ಬೆಳಗ್ಗೆ 10 ಗಂಟೆಗೆ ಧರ್ಮಸ್ಥಳ ಮಂಡಲದ ಸಂಗಮ ನಡೆಯಲಿದೆ. xyxy=(783,2037,968,2113)
portrait-frame xyxy=(1144,829,1229,921)
column-divider xyxy=(1148,1353,1149,1901)
sangama-text: ಹಾಗೂ ಕೊಂಚಾಡ್ಡಿ ಪಂಚಲಿಂಗೇಶ್ವರ ದೇವಸ್ಥಾನದ ವಠಾರದಲ್ಲಿ ಬೆಳಗ್ಗೆ ಸಂಗಮ ನಡೆಯಲಿದೆ. ಅದೇ ದಿನ ಸಂಜೆ 4 ಗಂಟೆಗೆ ಬಸವನ ಗುಡಿ ಪಂಚಾಕ್ಷರಿ ಶ್ರೀ ಬಸವೇಶ್ವರ ದೇವಸ್ಥಾನ ಹಾಗೂ ಮಡಂತ್ಯಾರಿನಲ್ಲಿ ಸಂಗಮ ಕಾರ್ಯಕ್ರಮಗಳು ಜರುಗಲಿದೆ. xyxy=(975,2037,1167,2087)
website-label: website xyxy=(470,172,515,186)
sangama-text: ಹಾಗೂ ಸ್ವಾವಲಂಬಿ, ಸ್ವಾಭಿಮಾನ ಜೀವನ ಪದ್ಧತಿಯ ಬಗ್ಗೆ ಜಾಗೃತಿ ಮೂಡಿಸುವುದು ಕಾರ್ಯಕ್ರಮದ ಉದ್ದೇಶ. ಪಂಚ ಪರಿವರ್ತನೆಯ ವಿಷಯವಾಗಿ ಸಾಮಾಜಿಕ ಸಾಮರಸ್ಯ, ಕುಟುಂಬ ಪ್ರಬೋಧನ, ಪರಿಸರ ಸಂರಕ್ಷಣೆ, ಸ್ವದೇಶಿ ಜೀವನ ಹಾಗೂ ನಾಗರಿಕ ಕರ್ತವ್ಯಗಳ ಬಗ್ಗೆ ತಿಳಿಸಲಾಗುವುದು. xyxy=(284,2181,776,2205)
redcross-body-1 xyxy=(914,798,1106,975)
meeting-photo xyxy=(491,798,722,1013)
brief-3-text: ಮಂಗಳೂರು: ದೀನದಯಾಳ್ ಅಂತ್ಯೋದಯ ಯೋಜನೆ ರಾಷ್ಟ್ರೀಯ ನಗರ ಜೀವನೋಪಾಯ ಅಭಿಯಾನದಲ್ಲಿ ಕೌಶಲ್ಯ ತರಬೇತಿ ಮತ್ತು ಉದ್ಯೋಗ ನಿರ್ವಹಣೆ ಘಟಕದಡಿ ಸಿಬ್ಬಂದಿ ನೇಮಕಾತಿಗೆ ಅರ್ಹ ಅಭ್ಯರ್ಥಿಗಳಿಂದ ಅರ್ಜಿ ಆಹ್ವಾನಿಸಲಾಗಿದೆ. ಆಸಕ್ತ ಅಭ್ಯರ್ಥಿಗಳು ವೆಬ್‌ಸೈಟ್ www.cofim.edu.in ಗೆ ಭೇಟಿ ನೀಡಬಹುದು. ದೂರವಾಣಿ ಸಂಖ್ಯೆ: 99169 24084 ಅಥವಾ 86186 60949 ಸಂಪರ್ಕಿಸಬಹುದಾಗಿದೆ ಎಂದು ಪ್ರಕಟಣೆ ತಿಳಿಸಿದೆ. xyxy=(46,1008,269,1097)
email-link[interactable]: diganthamlr@gmail.com xyxy=(896,172,1039,186)
brief-1-body xyxy=(46,293,269,470)
sangama-body-2 xyxy=(284,2180,776,2372)
redcross-headline: ಮಾನವೀಯ ಸೇವೆಗೆ ವಿವೇಕಾನಂದರು ಸ್ಫೂರ್ತಿ xyxy=(961,746,1443,785)
award-kicker-box xyxy=(914,1188,1106,1207)
person-figure xyxy=(392,2042,461,2165)
lead-text: ನಡೆಸಲಾಗುವುದು ಎಂದು ಎಚ್ಚರಿಕೆ ನೀಡಿದ್ದಾರೆ. ನಿಯೋಗದಲ್ಲಿ ಪಟ್ಟಣ ಪಂಚಾಯತ್ ಮಾಜಿ ಉಪಾಧ್ಯಕ್ಷ ಕೆ. ಗೋಕುಲ್ ದಾಸ್, ಯುವ ಕಾಂಗ್ರೆಸ್ ಅಧ್ಯಕ್ಷ ಮತ್ತಿತರರು ಉಪಸ್ಥಿತರಿದ್ದರು. xyxy=(1083,501,1284,538)
page-number: 3 xyxy=(1408,50,1472,157)
award-box-title: ಮಂಗಳೂರು ವಿ.ವಿ. ಮಟ್ಟದ ಪ್ರಶಸ್ತಿ xyxy=(1113,984,1266,1027)
brief-headline xyxy=(46,263,269,293)
